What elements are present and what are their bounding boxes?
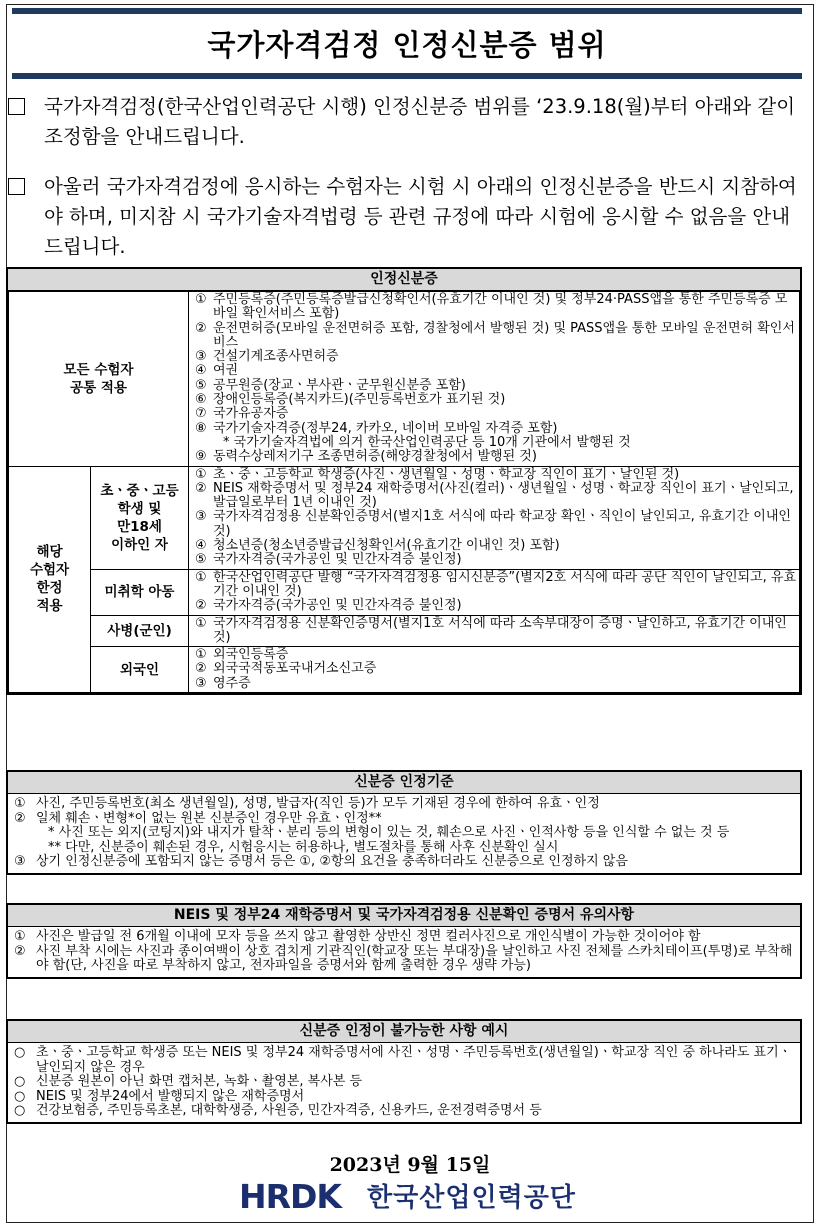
item-text: 국가자격증(국가공인 및 민간자격증 불인정) (213, 552, 462, 568)
neis-section (6, 903, 802, 979)
limited-id-item (195, 510, 796, 539)
item-marker: ② (195, 320, 207, 336)
issue-date: 2023년 9월 15일 (329, 1154, 491, 1176)
org-name: 한국산업인력공단 (367, 1183, 576, 1213)
item-marker: ② (195, 661, 207, 677)
item-text: 국가기술자격증(정부24, 카카오, 네이버 모바일 자격증 포함) (213, 420, 558, 436)
item-marker: ① (14, 796, 26, 811)
item-text: 외국국적동포국내거소신고증 (213, 661, 377, 677)
item-text: 영주증 (213, 675, 251, 691)
item-text: 청소년증(청소년증발급신청확인서(유효기간 이내인 것) 포함) (213, 538, 560, 554)
list-item (14, 1104, 794, 1119)
group-items-soldier (189, 616, 799, 647)
item-text: 국가자격증(국가공인 및 민간자격증 불인정) (213, 598, 462, 614)
limited-id-item (195, 482, 796, 511)
group-items-preschool (189, 570, 799, 615)
list-item (14, 945, 794, 974)
item-marker: ③ (14, 854, 26, 870)
item-text: 사진 부착 시에는 사진과 종이여백이 상호 겹치게 기관직인(학교장 또는 부대장)을 날인하고 사진 전체를 스카치테이프(투명)로 부착해야 함(단, 사진을 따로 부착하지 않고, 전자파일을 증명서와 함께 출력한 경우 생략 가능) (36, 943, 793, 974)
list-item (14, 826, 794, 841)
limited-id-item (195, 571, 796, 600)
neis-header: NEIS 및 정부24 재학증명서 및 국가자격검정용 신분확인 증명서 유의사항 (8, 905, 800, 927)
item-text: 초ㆍ중ㆍ고등학교 학생증(사진ㆍ생년월일ㆍ성명ㆍ학교장 직인이 표기ㆍ날인된 것) (213, 466, 680, 482)
item-marker: ① (195, 569, 207, 585)
item-marker: ⑦ (195, 406, 207, 422)
item-text: NEIS 재학증명서 및 정부24 재학증명서(사진(컬러)ㆍ생년월일ㆍ성명ㆍ학교장 직인이 표기ㆍ날인되고, 발급일로부터 1년 이내인 것) (213, 480, 794, 511)
common-id-item (195, 293, 796, 322)
group-items-foreigner (189, 647, 799, 692)
item-marker: ○ (14, 1074, 26, 1090)
item-marker: ② (14, 943, 26, 959)
item-marker: ⑨ (195, 449, 207, 465)
item-text: 일체 훼손ㆍ변형*이 없는 원본 신분증인 경우만 유효ㆍ인정** (36, 810, 382, 826)
item-marker: ④ (195, 538, 207, 554)
logo-mark-text: HRDK (239, 1177, 341, 1214)
limited-id-item (195, 553, 796, 567)
common-items (189, 292, 799, 466)
limited-row-2 (9, 615, 800, 647)
item-marker: ⑧ (195, 420, 207, 436)
criteria-list (8, 794, 800, 873)
group-label-soldier: 사병(군인) (91, 615, 189, 647)
item-marker: ② (195, 598, 207, 614)
item-marker: ① (195, 466, 207, 482)
common-id-item (195, 407, 796, 421)
intro-text-1: 국가자격검정(한국산업인력공단 시행) 인정신분증 범위를 ‘23.9.18(월)부터 아래와 같이 조정함을 안내드립니다. (44, 95, 796, 148)
item-text: 여권 (213, 363, 239, 379)
item-marker: ① (195, 292, 207, 307)
item-text: ** 다만, 신분증이 훼손된 경우, 시험응시는 허용하나, 별도절차를 통해 사후 신분확인 실시 (48, 839, 559, 855)
item-text: 동력수상레저기구 조종면허증(해양경찰청에서 발행된 것) (213, 449, 537, 465)
invalid-section (6, 1019, 802, 1124)
invalid-header: 신분증 인정이 불가능한 사항 예시 (8, 1021, 800, 1043)
item-text: 공무원증(장교ㆍ부사관ㆍ군무원신분증 포함) (213, 377, 466, 393)
group-items-cell (189, 569, 800, 615)
common-id-item (195, 350, 796, 364)
checkbox-icon (8, 178, 25, 195)
limited-id-item (195, 468, 796, 482)
item-text: 사진은 발급일 전 6개월 이내에 모자 등을 쓰지 않고 촬영한 상반신 정면 컬러사진으로 개인식별이 가능한 것이어야 함 (36, 929, 701, 944)
page-title: 국가자격검정 인정신분증 범위 (207, 28, 607, 62)
group-items-cell (189, 615, 800, 647)
intro-paragraph-2 (6, 172, 802, 262)
item-marker: ① (195, 615, 207, 631)
item-text: 건강보험증, 주민등록초본, 대학학생증, 사원증, 민간자격증, 신용카드, 운전경력증명서 등 (36, 1103, 542, 1119)
item-marker: ② (195, 480, 207, 496)
id-table-header: 인정신분증 (8, 269, 800, 291)
item-marker: ○ (14, 1045, 26, 1060)
item-text: 외국인등록증 (213, 647, 289, 663)
item-marker (26, 826, 48, 841)
common-row (9, 292, 800, 467)
item-marker: ③ (195, 675, 207, 691)
list-item (14, 855, 794, 870)
limited-row-0 (9, 466, 800, 569)
org-logo (237, 1177, 576, 1214)
neis-list (8, 927, 800, 977)
list-item (14, 1046, 794, 1075)
group-items-cell (189, 466, 800, 569)
item-marker: ① (14, 929, 26, 944)
item-marker: ○ (14, 1088, 26, 1104)
common-id-item (195, 364, 796, 378)
limited-id-item (195, 617, 796, 646)
item-marker: ⑥ (195, 392, 207, 408)
limited-id-item (195, 677, 796, 691)
group-label-foreigner: 외국인 (91, 647, 189, 693)
id-table (8, 291, 800, 693)
title-block (12, 8, 802, 79)
common-label: 모든 수험자 공통 적용 (9, 292, 189, 467)
criteria-section (6, 770, 802, 875)
item-text: NEIS 및 정부24에서 발행되지 않은 재학증명서 (36, 1088, 305, 1104)
list-item (14, 1075, 794, 1090)
limited-row-1 (9, 569, 800, 615)
list-item (14, 797, 794, 812)
item-text: * 국가기술자격법에 의거 한국산업인력공단 등 10개 기관에서 발행된 것 (223, 434, 631, 450)
item-marker: ① (195, 647, 207, 663)
item-text: 국가자격검정용 신분확인증명서(별지1호 서식에 따라 학교장 확인ㆍ직인이 날인되고, 유효기간 이내인 것) (213, 509, 791, 539)
id-table-section (6, 267, 802, 695)
item-text: 상기 인정신분증에 포함되지 않는 증명서 등은 ①, ②항의 요건을 충족하더라도 신분증으로 인정하지 않음 (36, 854, 628, 870)
common-id-item (195, 450, 796, 464)
group-label-preschool: 미취학 아동 (91, 569, 189, 615)
intro-paragraph-1 (6, 92, 802, 152)
item-marker: ④ (195, 363, 207, 379)
item-marker: ⑤ (195, 377, 207, 393)
item-text: 초ㆍ중ㆍ고등학교 학생증 또는 NEIS 및 정부24 재학증명서에 사진ㆍ성명ㆍ주민등록번호(생년월일)ㆍ학교장 직인 중 하나라도 표기ㆍ날인되지 않은 경우 (36, 1045, 792, 1075)
title-bottom-bar (12, 73, 802, 79)
group-label-students: 초ㆍ중ㆍ고등 학생 및 만18세 이하인 자 (91, 466, 189, 569)
limited-label: 해당 수험자 한정 적용 (9, 466, 91, 692)
item-text: 국가자격검정용 신분확인증명서(별지1호 서식에 따라 소속부대장이 증명ㆍ날인하고, 유효기간 이내인 것) (213, 615, 787, 645)
common-id-item (195, 322, 796, 351)
item-marker: ③ (195, 509, 207, 525)
item-text: 국가유공자증 (213, 406, 289, 422)
limited-id-item (195, 662, 796, 676)
group-items-cell (189, 647, 800, 693)
invalid-list (8, 1043, 800, 1122)
item-text: 건설기계조종사면허증 (213, 349, 339, 365)
item-text: 한국산업인력공단 발행 “국가자격검정용 임시신분증”(별지2호 서식에 따라 공단 직인이 날인되고, 유효기간 이내인 것) (213, 569, 797, 599)
limited-id-item (195, 599, 796, 613)
common-id-item (195, 379, 796, 393)
item-marker: ② (14, 810, 26, 826)
limited-row-3 (9, 647, 800, 693)
list-item (14, 930, 794, 945)
item-marker: ⑤ (195, 552, 207, 568)
item-text: 주민등록증(주민등록증발급신청확인서(유효기간 이내인 것) 및 정부24·PASS앱을 통한 주민등록증 모바일 확인서비스 포함) (213, 292, 788, 322)
intro-text-2: 아울러 국가자격검정에 응시하는 수험자는 시험 시 아래의 인정신분증을 반드시 지참하여야 하며, 미지참 시 국가기술자격법령 등 관련 규정에 따라 시험에 응시할 수 없음을 안내드립니다. (44, 175, 797, 258)
item-text: 운전면허증(모바일 운전면허증 포함, 경찰청에서 발행된 것) 및 PASS앱을 통한 모바일 운전면허 확인서비스 (213, 320, 795, 350)
hrdk-logo-icon (237, 1178, 357, 1214)
item-marker: ○ (14, 1103, 26, 1119)
list-item (14, 812, 794, 827)
item-text: 장애인등록증(복지카드)(주민등록번호가 표기된 것) (213, 392, 506, 408)
common-id-item (195, 422, 796, 436)
item-marker: ③ (195, 349, 207, 365)
criteria-header: 신분증 인정기준 (8, 772, 800, 794)
group-items-students (189, 467, 799, 569)
checkbox-icon (8, 98, 25, 115)
common-items-cell (189, 292, 800, 467)
item-text: 사진, 주민등록번호(최소 생년월일), 성명, 발급자(직인 등)가 모두 기재된 경우에 한하여 유효ㆍ인정 (36, 796, 600, 811)
item-text: * 사진 또는 외지(코팅지)와 내지가 탈착ㆍ분리 등의 변형이 있는 것, 훼손으로 사진ㆍ인적사항 등을 인식할 수 없는 것 등 (48, 825, 730, 841)
item-text: 신분증 원본이 아닌 화면 캡처본, 녹화ㆍ촬영본, 복사본 등 (36, 1074, 363, 1090)
